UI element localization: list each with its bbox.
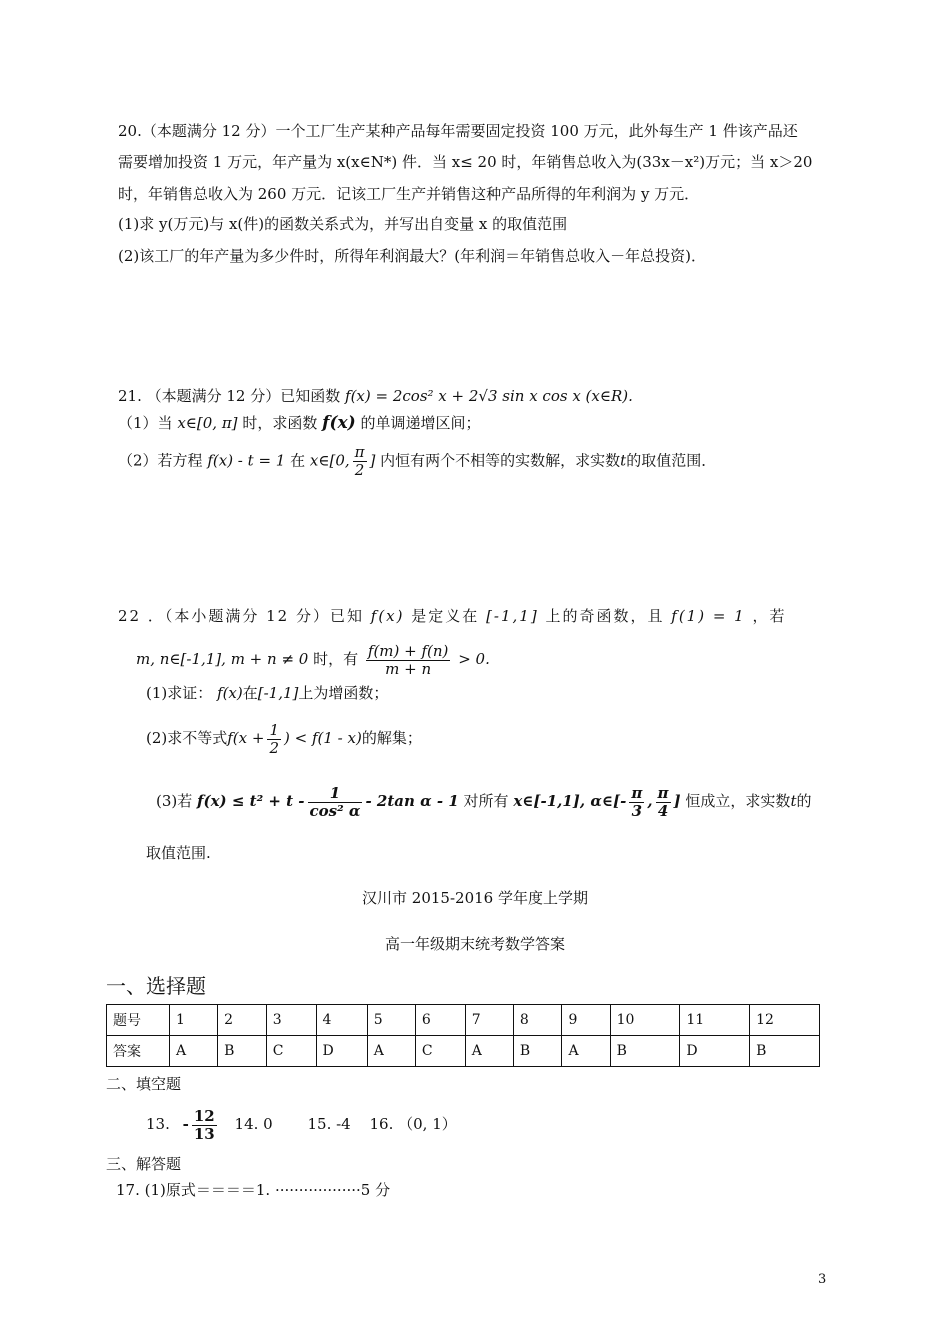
q22-p3-fraction3 [656,785,671,820]
q22-p1-a: (1)求证： [146,684,213,702]
q22-p3-e: x∈[-1,1], α∈[- [513,792,627,810]
section-choice-title: 一、选择题 [106,974,206,998]
table-cell: B [750,1036,820,1067]
q22-line2-frac-den: m + n [385,659,432,678]
fill-13-sign: - [182,1115,189,1133]
q22-p1-d: [-1,1] [257,684,299,702]
q21-part2-frac-num: π [354,443,365,461]
table-row [107,1005,820,1036]
q22-p2-frac-num: 1 [269,720,279,739]
answer-table [106,1004,820,1067]
q20-line1: 20.（本题满分 12 分）一个工厂生产某种产品每年需要固定投资 100 万元，此外每生产 1 件该产品还 [118,122,798,140]
table-cell: C [415,1036,465,1067]
table-cell: B [218,1036,267,1067]
q21-part2-d: x∈[0, [309,451,350,470]
table-cell: 10 [610,1005,680,1036]
fill-13-den: 13 [193,1124,215,1143]
q20-part1: (1)求 y(万元)与 x(件)的函数关系式为，并写出自变量 x 的取值范围 [118,215,568,233]
fill-14: 14. 0 [234,1115,273,1133]
q22-part3 [156,781,811,821]
q20-part2: (2)该工厂的年产量为多少件时，所得年利润最大？(年利润＝年销售总收入－年总投资)． [118,247,706,265]
answer-label-cell: 答案 [107,1036,170,1067]
table-cell: B [513,1036,562,1067]
q22-p2-a: (2)求不等式 [146,729,228,747]
q22-line1-b: f(x) [370,607,405,625]
table-cell: D [680,1036,750,1067]
page-number: 3 [818,1272,827,1287]
q22-p3-frac-den: cos² α [309,801,361,820]
q21-part1-c: 时，求函数 [242,414,318,432]
answer-title-2: 高一年级期末统考数学答案 [384,935,565,953]
q21-part1-e: 的单调递增区间； [360,414,481,432]
answer-title-1: 汉川市 2015-2016 学年度上学期 [362,889,588,907]
q22-p3-f: , [647,792,653,810]
q22-p2-d: 的解集； [361,729,422,747]
q21-part2-frac-den: 2 [354,461,365,479]
table-cell: 2 [218,1005,267,1036]
table-cell: A [465,1036,513,1067]
q22-p3-a: (3)若 [156,792,193,810]
q20-line3: 时，年销售总收入为 260 万元．记该工厂生产并销售这种产品所得的年利润为 y 万元． [118,185,700,203]
q22-p3-i: t [790,792,797,810]
q21-part2 [118,444,716,479]
q22-part2 [146,718,422,758]
q21-part1-a: （1）当 [118,414,173,432]
q22-p3-d: 对所有 [463,792,509,810]
q22-line2-b: 时，有 [313,650,359,668]
q22-p3-frac2-num: π [631,783,643,802]
q22-line2-fraction [366,643,451,678]
q21-part1-b: x∈[0, π] [177,414,238,432]
q22-p3-g: ] [673,792,681,810]
fill-answers [146,1104,457,1144]
q21-part2-fraction [353,444,367,479]
q21-part1-d: f(x) [322,413,356,433]
fill-13-label: 13. [146,1115,170,1133]
q22-line1 [118,606,787,626]
q22-p3-frac3-den: 4 [657,801,669,820]
q22-line1-e: 上的奇函数，且 [545,607,665,625]
q21-part2-e: ] [369,451,376,470]
table-cell: A [562,1036,610,1067]
table-cell: 6 [415,1005,465,1036]
q22-line2-frac-num: f(m) + f(n) [367,641,449,660]
q22-p2-b: f(x + [227,729,265,747]
table-cell: D [316,1036,367,1067]
q22-part1 [146,683,388,703]
q21-header [118,386,633,406]
q22-line1-c: 是定义在 [411,607,480,625]
q22-line1-g: ，若 [752,607,787,625]
q21-part2-f: 内恒有两个不相等的实数解，求实数 [380,451,621,470]
table-cell: 4 [316,1005,367,1036]
q21-formula: f(x) = 2cos² x + 2√3 sin x cos x (x∈R). [345,387,633,405]
q21-part1 [118,413,480,433]
q21-header-text: 21. （本题满分 12 分）已知函数 [118,387,341,405]
table-cell: A [170,1036,218,1067]
q22-p3-c: - 2tan α - 1 [365,792,459,810]
table-cell: 12 [750,1005,820,1036]
fill-13-fraction [192,1108,217,1143]
section-solve-title: 三、解答题 [106,1155,182,1173]
table-row [107,1036,820,1067]
q22-p2-c: ) < f(1 - x) [284,729,362,747]
table-cell: B [610,1036,680,1067]
q22-p2-frac-den: 2 [269,738,279,757]
table-cell: 9 [562,1005,610,1036]
q22-p1-c: 在 [242,684,258,702]
section-fill-title: 二、填空题 [106,1075,182,1093]
q22-part3-line2: 取值范围. [146,844,211,862]
q21-part2-b: f(x) - t = 1 [207,451,286,470]
q21-part2-g: t [620,451,627,470]
q22-p3-frac2-den: 3 [631,801,643,820]
q22-p2-fraction [267,722,281,757]
q22-line1-f: f(1) = 1 [671,607,746,625]
table-cell: C [266,1036,316,1067]
table-cell: 7 [465,1005,513,1036]
q22-p3-j: 的 [796,792,812,810]
q17-answer: 17. (1)原式＝＝＝＝1. ··················5 分 [116,1181,391,1199]
table-cell: 1 [170,1005,218,1036]
header-label-cell: 题号 [107,1005,170,1036]
q22-p1-b: f(x) [217,684,243,702]
table-cell: 11 [680,1005,750,1036]
table-cell: 5 [367,1005,415,1036]
fill-16: 16. （0, 1） [369,1115,457,1133]
table-cell: A [367,1036,415,1067]
q22-p3-frac-num: 1 [308,785,363,803]
fill-15: 15. -4 [307,1115,351,1133]
q20-line2: 需要增加投资 1 万元，年产量为 x(x∈N*) 件．当 x≤ 20 时，年销售总收入为(33x－x²)万元；当 x＞20 [118,153,813,171]
fill-13-num: 12 [193,1106,215,1125]
table-cell: 3 [266,1005,316,1036]
q21-part2-c: 在 [290,451,306,470]
q22-line1-d: [-1,1] [486,607,539,625]
q22-p3-b: f(x) ≤ t² + t - [197,792,305,810]
q22-line2-c: > 0. [458,650,490,668]
q21-part2-a: （2）若方程 [118,451,203,470]
q22-p3-fraction2 [629,785,644,820]
table-cell: 8 [513,1005,562,1036]
q22-p3-fraction [308,785,363,820]
q22-line2 [136,639,490,679]
q22-p3-frac3-num: π [657,783,669,802]
q22-line2-a: m, n∈[-1,1], m + n ≠ 0 [136,650,309,668]
q22-line1-a: 22 ．（本小题满分 12 分）已知 [118,607,364,625]
q22-p3-h: 恒成立，求实数 [685,792,791,810]
q22-p1-e: 上为增函数； [298,684,389,702]
q21-part2-h: 的取值范围． [626,451,717,470]
